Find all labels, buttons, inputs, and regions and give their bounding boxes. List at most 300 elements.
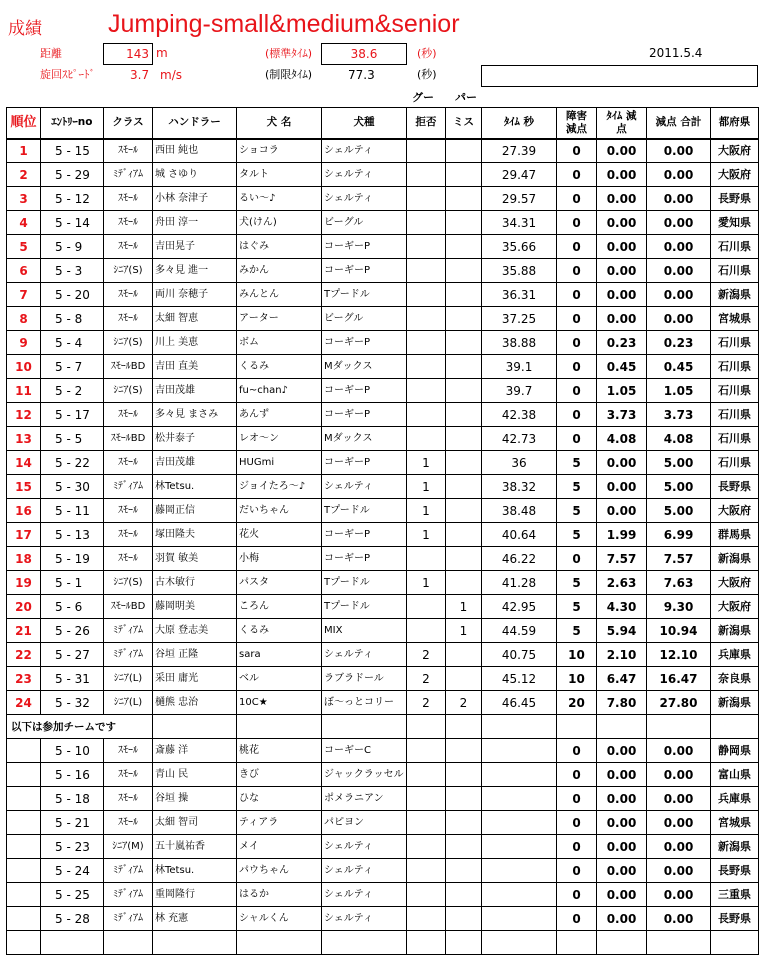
time-cell: 45.12 <box>482 667 557 691</box>
breed-cell <box>322 715 407 739</box>
header-breed: 犬種 <box>322 108 407 139</box>
entry-no-cell: 5 - 9 <box>41 235 104 259</box>
refusals-cell <box>407 787 446 811</box>
rank-cell: 22 <box>7 643 41 667</box>
time-cell: 35.66 <box>482 235 557 259</box>
entry-no-cell: 5 - 30 <box>41 475 104 499</box>
participant-row <box>7 811 759 835</box>
result-row <box>7 403 759 427</box>
dog-name-cell: 桃花 <box>237 739 322 763</box>
refusals-cell: 1 <box>407 523 446 547</box>
entry-no-cell: 5 - 14 <box>41 211 104 235</box>
course-faults-cell: 5 <box>557 619 597 643</box>
table-header-row <box>7 108 759 139</box>
handler-cell: 吉田茂雄 <box>153 379 237 403</box>
prefecture-cell: 群馬県 <box>711 523 759 547</box>
entry-no-cell: 5 - 12 <box>41 187 104 211</box>
turn-speed-value: 3.7 <box>130 68 150 82</box>
total-faults-cell: 0.00 <box>647 835 711 859</box>
prefecture-cell <box>711 931 759 955</box>
course-faults-cell: 0 <box>557 211 597 235</box>
dog-name-cell: sara <box>237 643 322 667</box>
dog-name-cell: るい～♪ <box>237 187 322 211</box>
dog-name-cell: タルト <box>237 163 322 187</box>
class-cell: ｽﾓｰﾙ <box>104 547 153 571</box>
rank-cell: 23 <box>7 667 41 691</box>
dog-name-cell: ひな <box>237 787 322 811</box>
handler-cell: 樋熊 忠治 <box>153 691 237 715</box>
faults-cell <box>446 403 482 427</box>
faults-cell <box>446 379 482 403</box>
rank-cell: 15 <box>7 475 41 499</box>
class-cell: ｽﾓｰﾙBD <box>104 355 153 379</box>
dog-name-cell: ティアラ <box>237 811 322 835</box>
total-faults-cell: 9.30 <box>647 595 711 619</box>
rank-cell: 8 <box>7 307 41 331</box>
rank-cell <box>7 931 41 955</box>
breed-cell: Mダックス <box>322 355 407 379</box>
dog-name-cell: はぐみ <box>237 235 322 259</box>
breed-cell: ジャックラッセル <box>322 763 407 787</box>
faults-cell <box>446 523 482 547</box>
result-row <box>7 667 759 691</box>
course-faults-cell: 5 <box>557 571 597 595</box>
prefecture-cell: 石川県 <box>711 451 759 475</box>
refusals-cell <box>407 619 446 643</box>
dog-name-cell <box>237 931 322 955</box>
faults-cell <box>446 427 482 451</box>
result-row <box>7 139 759 163</box>
rank-cell: 6 <box>7 259 41 283</box>
faults-cell: 1 <box>446 619 482 643</box>
time-faults-cell: 1.99 <box>597 523 647 547</box>
course-faults-cell: 0 <box>557 283 597 307</box>
time-faults-cell: 0.00 <box>597 859 647 883</box>
time-faults-cell: 7.80 <box>597 691 647 715</box>
handler-cell: 川上 美恵 <box>153 331 237 355</box>
prefecture-cell: 静岡県 <box>711 739 759 763</box>
faults-cell <box>446 211 482 235</box>
result-row <box>7 595 759 619</box>
time-faults-cell: 0.45 <box>597 355 647 379</box>
total-faults-cell: 5.00 <box>647 475 711 499</box>
dog-name-cell: ジョイたろ～♪ <box>237 475 322 499</box>
course-faults-cell: 0 <box>557 811 597 835</box>
rank-cell: 12 <box>7 403 41 427</box>
total-faults-cell: 5.00 <box>647 451 711 475</box>
class-cell: ｼﾆｱ(M) <box>104 835 153 859</box>
result-row <box>7 355 759 379</box>
rank-cell: 9 <box>7 331 41 355</box>
prefecture-cell: 新潟県 <box>711 283 759 307</box>
rank-cell: 18 <box>7 547 41 571</box>
rank-cell: 16 <box>7 499 41 523</box>
class-cell: ｽﾓｰﾙBD <box>104 595 153 619</box>
refusals-cell <box>407 835 446 859</box>
class-cell: ｽﾓｰﾙ <box>104 307 153 331</box>
class-cell: ﾐﾃﾞｨｱﾑ <box>104 643 153 667</box>
time-cell <box>482 763 557 787</box>
rank-cell: 24 <box>7 691 41 715</box>
handler-cell: 多々見 まさみ <box>153 403 237 427</box>
time-faults-cell: 0.00 <box>597 499 647 523</box>
time-faults-cell: 0.00 <box>597 907 647 931</box>
breed-cell: シェルティ <box>322 883 407 907</box>
dog-name-cell: ショコラ <box>237 139 322 163</box>
handler-cell: 西田 純也 <box>153 139 237 163</box>
entry-no-cell: 5 - 2 <box>41 379 104 403</box>
header-dog-name: 犬 名 <box>237 108 322 139</box>
course-faults-cell: 0 <box>557 163 597 187</box>
breed-cell: Mダックス <box>322 427 407 451</box>
prefecture-cell: 三重県 <box>711 883 759 907</box>
result-row <box>7 283 759 307</box>
entry-no-cell: 5 - 11 <box>41 499 104 523</box>
class-cell: ｽﾓｰﾙ <box>104 787 153 811</box>
total-faults-cell: 0.00 <box>647 187 711 211</box>
total-faults-cell: 0.23 <box>647 331 711 355</box>
dog-name-cell: はるか <box>237 883 322 907</box>
handler-cell <box>153 931 237 955</box>
dog-name-cell <box>237 715 322 739</box>
turn-speed-unit: m/s <box>160 68 182 82</box>
faults-cell <box>446 355 482 379</box>
time-faults-cell: 2.63 <box>597 571 647 595</box>
entry-no-cell: 5 - 17 <box>41 403 104 427</box>
prefecture-cell: 大阪府 <box>711 139 759 163</box>
total-faults-cell: 7.63 <box>647 571 711 595</box>
total-faults-cell: 0.00 <box>647 883 711 907</box>
rank-cell: 2 <box>7 163 41 187</box>
class-cell: ｽﾓｰﾙ <box>104 763 153 787</box>
header-total-faults: 減点 合計 <box>647 108 711 139</box>
refusals-cell <box>407 811 446 835</box>
rank-cell: 20 <box>7 595 41 619</box>
standard-time-label: (標準ﾀｲﾑ) <box>265 47 313 60</box>
course-faults-cell: 5 <box>557 499 597 523</box>
time-faults-cell: 0.00 <box>597 883 647 907</box>
time-faults-cell <box>597 931 647 955</box>
entry-no-cell: 5 - 3 <box>41 259 104 283</box>
result-row <box>7 523 759 547</box>
time-faults-cell: 0.00 <box>597 235 647 259</box>
dog-name-cell: くるみ <box>237 619 322 643</box>
refusals-cell <box>407 187 446 211</box>
breed-cell: コーギーP <box>322 259 407 283</box>
faults-cell <box>446 547 482 571</box>
prefecture-cell: 石川県 <box>711 259 759 283</box>
class-cell: ﾐﾃﾞｨｱﾑ <box>104 163 153 187</box>
entry-no-cell <box>41 931 104 955</box>
total-faults-cell: 10.94 <box>647 619 711 643</box>
faults-cell: 1 <box>446 595 482 619</box>
entry-no-cell: 5 - 32 <box>41 691 104 715</box>
rank-cell <box>7 811 41 835</box>
prefecture-cell: 石川県 <box>711 403 759 427</box>
rank-cell: 10 <box>7 355 41 379</box>
total-faults-cell: 7.57 <box>647 547 711 571</box>
entry-no-cell: 5 - 19 <box>41 547 104 571</box>
distance-label: 距離 <box>40 47 62 60</box>
result-row <box>7 379 759 403</box>
result-row <box>7 211 759 235</box>
entry-no-cell: 5 - 7 <box>41 355 104 379</box>
handler-cell: 林Tetsu. <box>153 475 237 499</box>
faults-cell <box>446 139 482 163</box>
time-limit-label: (制限ﾀｲﾑ) <box>265 68 313 81</box>
time-cell <box>482 931 557 955</box>
standard-time-value: 38.6 <box>350 47 378 61</box>
time-faults-cell <box>597 715 647 739</box>
faults-cell <box>446 787 482 811</box>
result-row <box>7 331 759 355</box>
rank-cell <box>7 763 41 787</box>
entry-no-cell: 5 - 18 <box>41 787 104 811</box>
dog-name-cell: 犬(けん) <box>237 211 322 235</box>
course-faults-cell <box>557 931 597 955</box>
header-refusals: 拒否 <box>407 108 446 139</box>
prefecture-cell: 長野県 <box>711 475 759 499</box>
total-faults-cell <box>647 715 711 739</box>
entry-no-cell: 5 - 5 <box>41 427 104 451</box>
prefecture-cell: 石川県 <box>711 427 759 451</box>
participants-label: 以下は参加チームです <box>7 715 153 739</box>
faults-cell <box>446 667 482 691</box>
time-faults-cell: 0.00 <box>597 307 647 331</box>
breed-cell: Tプードル <box>322 595 407 619</box>
total-faults-cell: 5.00 <box>647 499 711 523</box>
prefecture-cell: 新潟県 <box>711 619 759 643</box>
course-faults-cell: 10 <box>557 667 597 691</box>
refusals-cell <box>407 403 446 427</box>
breed-cell: ビーグル <box>322 211 407 235</box>
entry-no-cell: 5 - 21 <box>41 811 104 835</box>
total-faults-cell: 1.05 <box>647 379 711 403</box>
class-cell: ｼﾆｱ(L) <box>104 691 153 715</box>
class-cell: ｽﾓｰﾙ <box>104 499 153 523</box>
class-cell: ｽﾓｰﾙ <box>104 403 153 427</box>
breed-cell: MIX <box>322 619 407 643</box>
total-faults-cell: 0.00 <box>647 259 711 283</box>
breed-cell: Tプードル <box>322 499 407 523</box>
rank-cell: 19 <box>7 571 41 595</box>
breed-cell: シェルティ <box>322 475 407 499</box>
handler-cell: 塚田隆夫 <box>153 523 237 547</box>
class-cell: ｽﾓｰﾙ <box>104 283 153 307</box>
header-faults: ミス <box>446 108 482 139</box>
rank-cell: 17 <box>7 523 41 547</box>
rank-cell <box>7 907 41 931</box>
course-faults-cell: 0 <box>557 907 597 931</box>
refusals-cell <box>407 259 446 283</box>
participant-row <box>7 907 759 931</box>
prefecture-cell: 兵庫県 <box>711 787 759 811</box>
refusals-cell <box>407 739 446 763</box>
time-cell: 35.88 <box>482 259 557 283</box>
result-row <box>7 187 759 211</box>
note-box <box>481 65 758 87</box>
rank-cell <box>7 787 41 811</box>
prefecture-cell: 石川県 <box>711 235 759 259</box>
faults-cell: 2 <box>446 691 482 715</box>
handler-cell: 谷垣 正隆 <box>153 643 237 667</box>
faults-cell <box>446 235 482 259</box>
entry-no-cell: 5 - 16 <box>41 763 104 787</box>
breed-cell: シェルティ <box>322 643 407 667</box>
event-date: 2011.5.4 <box>649 46 703 60</box>
time-cell: 37.25 <box>482 307 557 331</box>
course-faults-cell: 20 <box>557 691 597 715</box>
handler-cell <box>153 715 237 739</box>
header-prefecture: 都府県 <box>711 108 759 139</box>
time-cell <box>482 883 557 907</box>
header-class: クラス <box>104 108 153 139</box>
entry-no-cell: 5 - 15 <box>41 139 104 163</box>
total-faults-cell: 16.47 <box>647 667 711 691</box>
faults-cell <box>446 259 482 283</box>
handler-cell: 采田 庸光 <box>153 667 237 691</box>
time-faults-cell: 0.00 <box>597 163 647 187</box>
time-faults-cell: 0.00 <box>597 787 647 811</box>
time-faults-cell: 6.47 <box>597 667 647 691</box>
result-row <box>7 451 759 475</box>
turn-speed-label: 旋回ｽﾋﾟｰﾄﾞ <box>40 68 95 81</box>
dog-name-cell: ベル <box>237 667 322 691</box>
course-faults-cell: 0 <box>557 763 597 787</box>
class-cell: ｽﾓｰﾙ <box>104 811 153 835</box>
refusals-cell: 1 <box>407 571 446 595</box>
entry-no-cell: 5 - 25 <box>41 883 104 907</box>
class-cell: ｽﾓｰﾙ <box>104 739 153 763</box>
prefecture-cell: 新潟県 <box>711 691 759 715</box>
class-cell: ｼﾆｱ(L) <box>104 667 153 691</box>
time-cell: 42.73 <box>482 427 557 451</box>
class-cell: ﾐﾃﾞｨｱﾑ <box>104 619 153 643</box>
entry-no-cell: 5 - 1 <box>41 571 104 595</box>
refusals-cell <box>407 139 446 163</box>
class-cell: ﾐﾃﾞｨｱﾑ <box>104 475 153 499</box>
class-cell: ｽﾓｰﾙ <box>104 139 153 163</box>
time-cell: 39.7 <box>482 379 557 403</box>
header-rank: 順位 <box>7 108 41 139</box>
course-faults-cell: 5 <box>557 595 597 619</box>
rank-cell: 11 <box>7 379 41 403</box>
distance-value: 143 <box>126 47 149 61</box>
result-row <box>7 619 759 643</box>
page-title: Jumping-small&medium&senior <box>108 10 460 38</box>
rank-cell: 7 <box>7 283 41 307</box>
class-cell: ｽﾓｰﾙ <box>104 451 153 475</box>
course-faults-cell: 0 <box>557 883 597 907</box>
dog-name-cell: メイ <box>237 835 322 859</box>
result-row <box>7 163 759 187</box>
time-faults-cell: 0.23 <box>597 331 647 355</box>
time-cell: 46.45 <box>482 691 557 715</box>
faults-cell <box>446 451 482 475</box>
faults-cell <box>446 499 482 523</box>
result-row <box>7 571 759 595</box>
rank-cell: 14 <box>7 451 41 475</box>
breed-cell: シェルティ <box>322 859 407 883</box>
handler-cell: 太細 智司 <box>153 811 237 835</box>
header-course-faults: 障害 減点 <box>557 108 597 139</box>
faults-cell <box>446 187 482 211</box>
class-cell: ｼﾆｱ(S) <box>104 331 153 355</box>
total-faults-cell: 27.80 <box>647 691 711 715</box>
entry-no-cell: 5 - 22 <box>41 451 104 475</box>
time-faults-cell: 4.30 <box>597 595 647 619</box>
refusals-cell <box>407 307 446 331</box>
rank-cell: 1 <box>7 139 41 163</box>
refusals-cell <box>407 883 446 907</box>
prefecture-cell: 石川県 <box>711 355 759 379</box>
time-cell: 38.48 <box>482 499 557 523</box>
entry-no-cell: 5 - 20 <box>41 283 104 307</box>
prefecture-cell: 長野県 <box>711 859 759 883</box>
breed-cell: シェルティ <box>322 187 407 211</box>
time-faults-cell: 4.08 <box>597 427 647 451</box>
course-faults-cell: 0 <box>557 835 597 859</box>
class-cell: ﾐﾃﾞｨｱﾑ <box>104 907 153 931</box>
course-faults-cell: 0 <box>557 355 597 379</box>
course-faults-cell: 5 <box>557 451 597 475</box>
time-cell: 38.32 <box>482 475 557 499</box>
refusals-cell <box>407 715 446 739</box>
faults-cell <box>446 307 482 331</box>
time-faults-cell: 1.05 <box>597 379 647 403</box>
faults-cell <box>446 331 482 355</box>
course-faults-cell: 0 <box>557 235 597 259</box>
refusals-cell <box>407 931 446 955</box>
rank-cell <box>7 883 41 907</box>
rank-cell: 21 <box>7 619 41 643</box>
time-cell: 36.31 <box>482 283 557 307</box>
faults-cell <box>446 763 482 787</box>
breed-cell: シェルティ <box>322 139 407 163</box>
time-cell <box>482 739 557 763</box>
breed-cell: コーギーP <box>322 403 407 427</box>
total-faults-cell: 0.00 <box>647 211 711 235</box>
prefecture-cell: 宮城県 <box>711 811 759 835</box>
breed-cell: コーギーP <box>322 331 407 355</box>
breed-cell <box>322 931 407 955</box>
result-row <box>7 475 759 499</box>
dog-name-cell: くるみ <box>237 355 322 379</box>
prefecture-cell: 富山県 <box>711 763 759 787</box>
breed-cell: コーギーP <box>322 379 407 403</box>
entry-no-cell: 5 - 24 <box>41 859 104 883</box>
result-row <box>7 499 759 523</box>
refusals-cell <box>407 379 446 403</box>
total-faults-cell: 0.00 <box>647 859 711 883</box>
handler-cell: 太細 智恵 <box>153 307 237 331</box>
faults-cell <box>446 475 482 499</box>
dog-name-cell: 10C★ <box>237 691 322 715</box>
breed-cell: コーギーC <box>322 739 407 763</box>
faults-cell <box>446 883 482 907</box>
total-faults-cell: 0.00 <box>647 787 711 811</box>
time-cell: 36 <box>482 451 557 475</box>
total-faults-cell: 0.45 <box>647 355 711 379</box>
participants-label-row <box>7 715 759 739</box>
course-faults-cell: 5 <box>557 475 597 499</box>
result-row <box>7 427 759 451</box>
breed-cell: コーギーP <box>322 235 407 259</box>
time-faults-cell: 0.00 <box>597 763 647 787</box>
standard-time-box <box>321 43 407 65</box>
breed-cell: コーギーP <box>322 451 407 475</box>
entry-no-cell: 5 - 29 <box>41 163 104 187</box>
